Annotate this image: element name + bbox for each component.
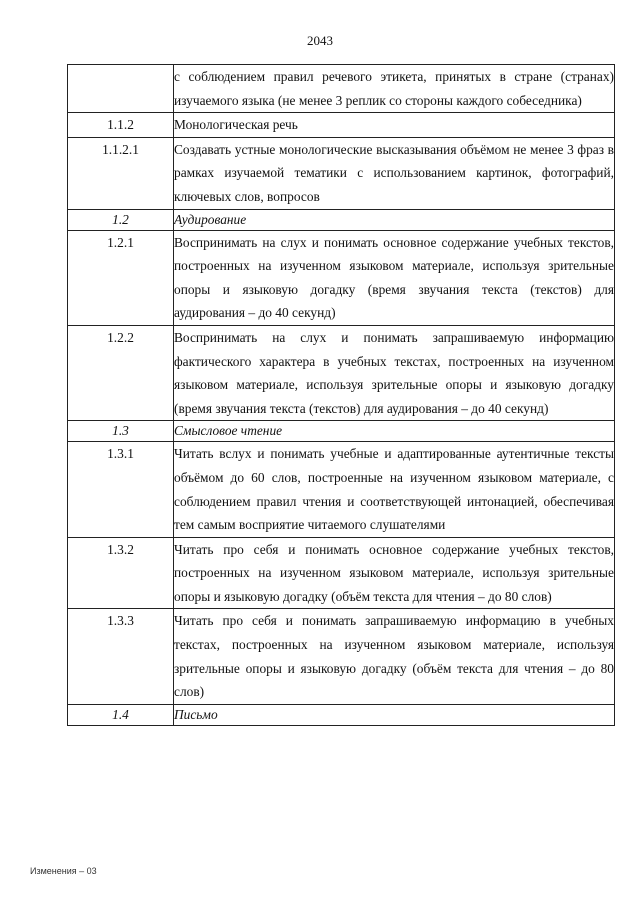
row-code [68, 65, 174, 113]
row-code: 1.4 [68, 704, 174, 725]
row-text: Читать вслух и понимать учебные и адаптированные аутентичные тексты объёмом до 60 слов, построенные на изученном языковом материале, с соблюдением правил чтения и соответствующей интонацией, обеспечивая тем самым восприятие читаемого слушателями [174, 442, 615, 537]
table-row [68, 609, 615, 704]
table-row [68, 421, 615, 442]
table-body [68, 65, 615, 726]
row-text: Читать про себя и понимать запрашиваемую информацию в учебных текстах, построенных на изученном языковом материале, используя зрительные опоры и языковую догадку (объём текста для чтения – до 80 слов) [174, 609, 615, 704]
table-row [68, 65, 615, 113]
row-code: 1.1.2.1 [68, 137, 174, 209]
content-table [67, 64, 615, 726]
row-code: 1.3.1 [68, 442, 174, 537]
row-code: 1.3 [68, 421, 174, 442]
table-row [68, 325, 615, 420]
row-text: Монологическая речь [174, 113, 615, 138]
page-number: 2043 [307, 33, 333, 48]
footer-note: Изменения – 03 [30, 866, 97, 876]
row-code: 1.3.3 [68, 609, 174, 704]
row-text: Воспринимать на слух и понимать основное содержание учебных текстов, построенных на изученном языковом материале, используя зрительные опоры и языковую догадку (время звучания текста (текстов) для аудирования – до 40 секунд) [174, 230, 615, 325]
row-text: с соблюдением правил речевого этикета, принятых в стране (странах) изучаемого языка (не менее 3 реплик со стороны каждого собеседника) [174, 65, 615, 113]
row-code: 1.2.2 [68, 325, 174, 420]
row-text: Аудирование [174, 209, 615, 230]
row-code: 1.2 [68, 209, 174, 230]
row-code: 1.1.2 [68, 113, 174, 138]
row-text: Воспринимать на слух и понимать запрашиваемую информацию фактического характера в учебных текстах, построенных на изученном языковом материале, используя зрительные опоры и языковую догадку (время звучания текста (текстов) для аудирования – до 40 секунд) [174, 325, 615, 420]
table-row [68, 704, 615, 725]
row-code: 1.3.2 [68, 537, 174, 609]
table-row [68, 442, 615, 537]
row-code: 1.2.1 [68, 230, 174, 325]
table-row [68, 537, 615, 609]
table-row [68, 230, 615, 325]
row-text: Создавать устные монологические высказывания объёмом не менее 3 фраз в рамках изучаемой тематики с использованием картинок, фотографий, ключевых слов, вопросов [174, 137, 615, 209]
table-row [68, 137, 615, 209]
row-text: Читать про себя и понимать основное содержание учебных текстов, построенных на изученном языковом материале, используя зрительные опоры и языковую догадку (объём текста для чтения – до 80 слов) [174, 537, 615, 609]
table-row [68, 209, 615, 230]
table-row [68, 113, 615, 138]
row-text: Смысловое чтение [174, 421, 615, 442]
row-text: Письмо [174, 704, 615, 725]
